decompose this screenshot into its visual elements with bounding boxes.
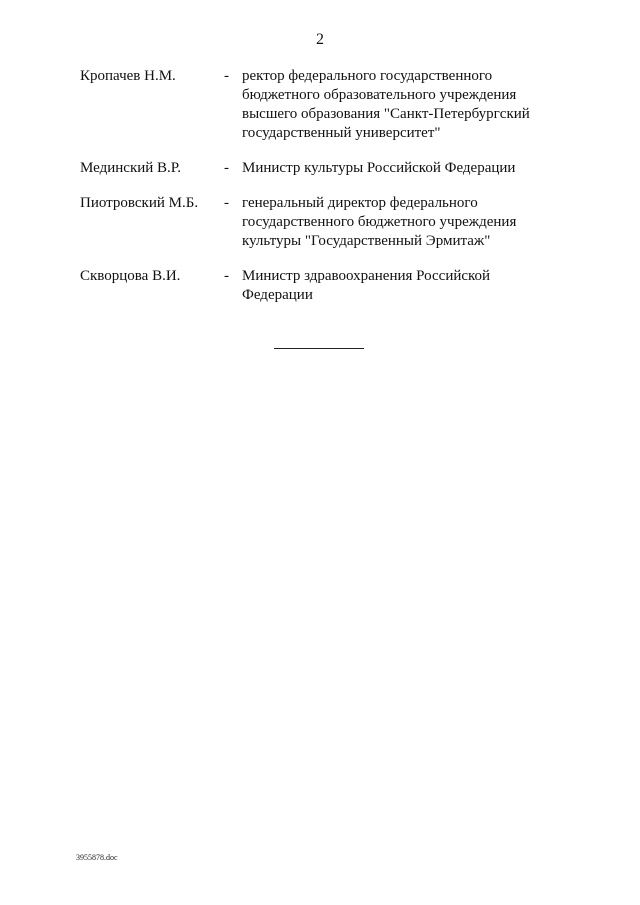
member-role <box>242 67 580 143</box>
member-entry <box>80 159 580 178</box>
entry-dash: - <box>224 160 229 176</box>
member-entry <box>80 194 580 251</box>
role-line: ректор федерального государственного <box>242 68 493 84</box>
role-line: бюджетного образовательного учреждения <box>242 87 517 103</box>
member-role <box>242 267 580 305</box>
role-line: высшего образования "Санкт-Петербургский <box>242 106 530 122</box>
member-name: Скворцова В.И. <box>80 268 181 284</box>
member-name: Кропачев Н.М. <box>80 68 176 84</box>
role-line: Федерации <box>242 287 313 303</box>
entry-dash: - <box>224 268 229 284</box>
file-id: 3955878.doc <box>76 853 118 862</box>
role-line: государственный университет" <box>242 125 441 141</box>
member-entry <box>80 67 580 143</box>
member-role <box>242 194 580 251</box>
separator-line <box>274 348 364 349</box>
member-role <box>242 159 580 178</box>
role-line: генеральный директор федерального <box>242 195 478 211</box>
role-line: государственного бюджетного учреждения <box>242 214 517 230</box>
member-name: Мединский В.Р. <box>80 160 182 176</box>
entry-dash: - <box>224 195 229 211</box>
member-list <box>80 67 580 321</box>
role-line: Министр культуры Российской Федерации <box>242 160 516 176</box>
entry-dash: - <box>224 68 229 84</box>
role-line: Министр здравоохранения Российской <box>242 268 491 284</box>
member-entry <box>80 267 580 305</box>
role-line: культуры "Государственный Эрмитаж" <box>242 233 491 249</box>
member-name: Пиотровский М.Б. <box>80 195 199 211</box>
page-number: 2 <box>316 31 324 48</box>
